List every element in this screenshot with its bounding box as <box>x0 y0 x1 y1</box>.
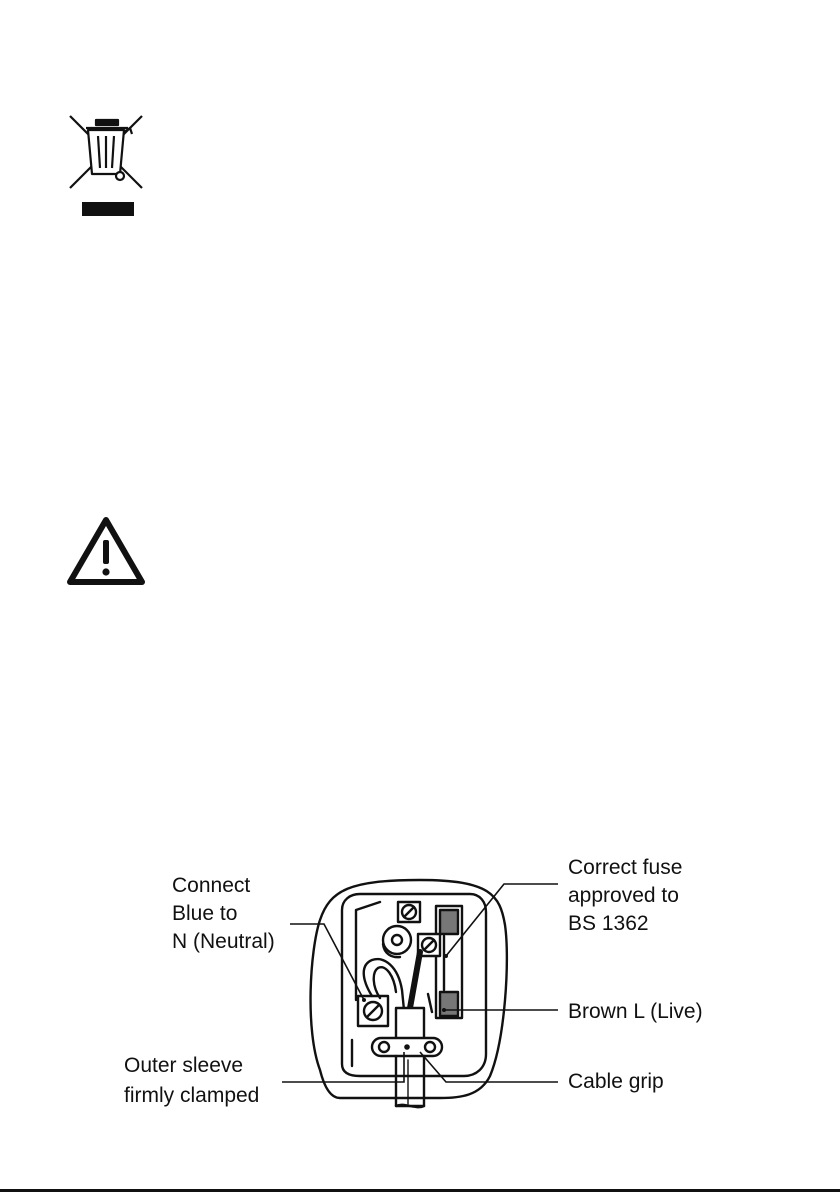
label-fuse-line1: Correct fuse <box>568 856 683 879</box>
label-connect-line1: Connect <box>172 874 251 897</box>
label-fuse-line3: BS 1362 <box>568 912 649 935</box>
label-live: Brown L (Live) <box>568 1000 703 1023</box>
plug-wiring-diagram <box>0 840 840 1192</box>
label-fuse-line2: approved to <box>568 884 679 907</box>
warning-triangle-icon <box>66 516 146 588</box>
plug-drawing <box>0 840 840 1192</box>
label-cable-grip: Cable grip <box>568 1070 664 1093</box>
label-sleeve-line1: Outer sleeve <box>124 1054 244 1077</box>
label-sleeve-line2: firmly clamped <box>124 1084 260 1107</box>
label-connect-line3: N (Neutral) <box>172 930 275 953</box>
weee-bin-icon <box>62 108 150 220</box>
label-connect-line2: Blue to <box>172 902 238 925</box>
